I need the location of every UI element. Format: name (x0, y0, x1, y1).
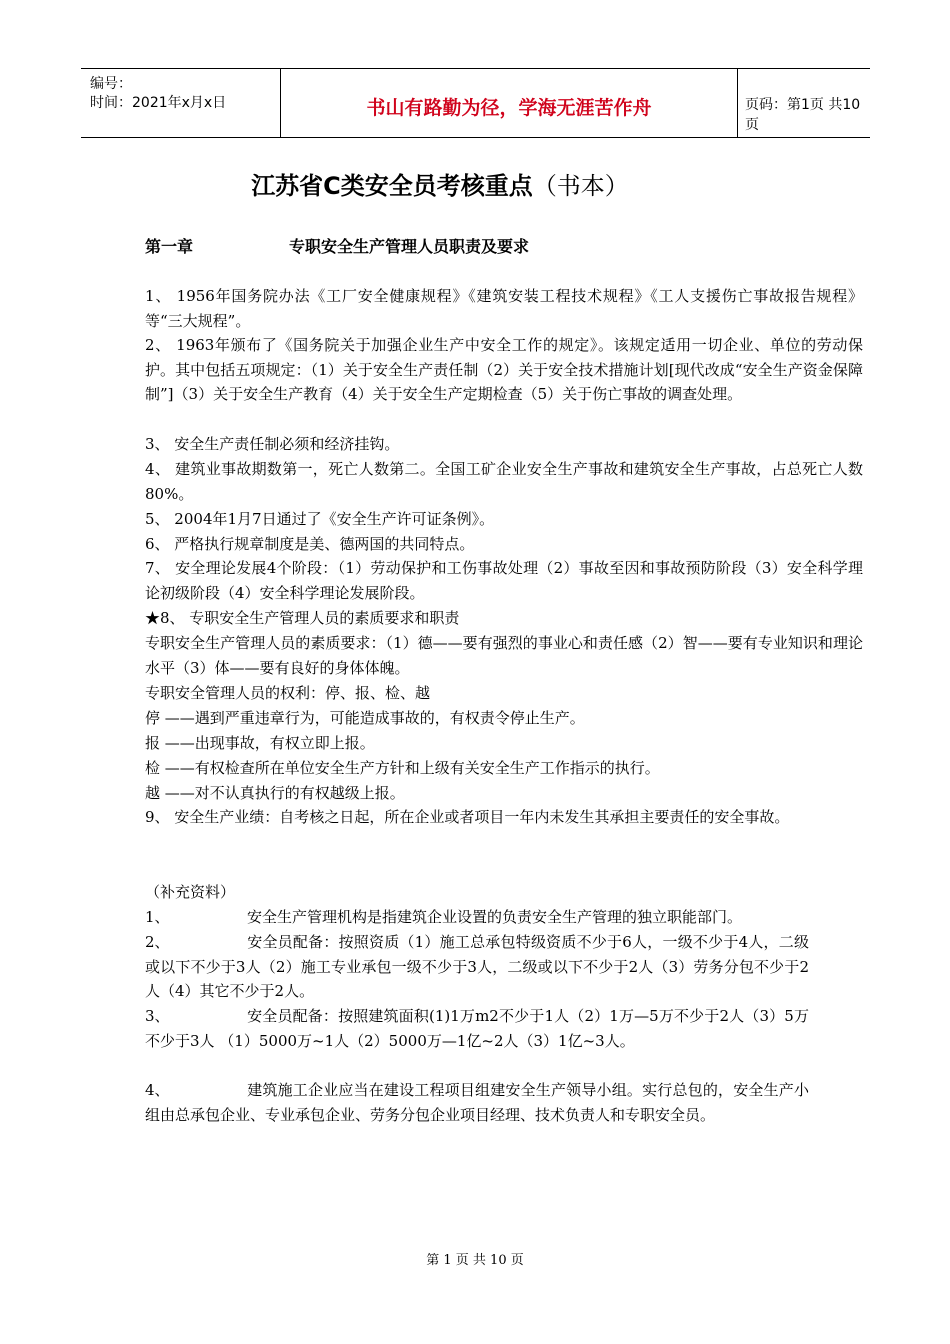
right-report: 报 ——出现事故，有权立即上报。 (145, 734, 375, 752)
header-page-cell (737, 69, 870, 137)
supplement-item-number: 1、 (145, 908, 170, 926)
right-inspect: 检 ——有权检查所在单位安全生产方针和上级有关安全生产工作指示的执行。 (145, 759, 660, 777)
right-stop: 停 ——遇到严重违章行为，可能造成事故的，有权责令停止生产。 (145, 709, 585, 727)
time-label: 时间：2021年x月x日 (90, 95, 227, 111)
supplement-item-number: 2、 (145, 933, 170, 951)
item-7: 7、 安全理论发展4个阶段：（1）劳动保护和工伤事故处理（2）事故至因和事故预防阶段（3）安全科学理论初级阶段（4）安全科学理论发展阶段。 (145, 559, 863, 602)
supplement-item-2 (145, 930, 809, 1004)
supplement-item-text: 安全员配备：按照建筑面积(1)1万m2不少于1人（2）1万—5万不少于2人（3）5万不少于3人 （1）5000万~1人（2）5000万—1亿~2人（3）1亿~3人。 (145, 1007, 809, 1050)
chapter-name: 专职安全生产管理人员职责及要求 (289, 237, 530, 256)
title-paren: （书本） (532, 172, 629, 200)
chapter-heading (145, 234, 530, 257)
chapter-number: 第一章 (145, 237, 194, 256)
item-6: 6、 严格执行规章制度是美、德两国的共同特点。 (145, 535, 475, 553)
item-5: 5、 2004年1月7日通过了《安全生产许可证条例》。 (145, 510, 495, 528)
item-8-quality: 专职安全生产管理人员的素质要求：（1）德——要有强烈的事业心和责任感（2）智——要有专业知识和理论水平（3）体——要有良好的身体体魄。 (145, 634, 863, 677)
header-info-cell (81, 69, 280, 137)
right-escalate: 越 ——对不认真执行的有权越级上报。 (145, 784, 405, 802)
supplement-item-3 (145, 1004, 809, 1053)
supplement-item-number: 3、 (145, 1007, 170, 1025)
document-header (81, 68, 870, 138)
title-main: 江苏省C类安全员考核重点 (251, 172, 533, 200)
item-3: 3、 安全生产责任制必须和经济挂钩。 (145, 435, 400, 453)
supplement-item-number: 4、 (145, 1081, 170, 1099)
supplement-item-text: 建筑施工企业应当在建设工程项目组建安全生产领导小组。实行总包的，安全生产小组由总承包企业、专业承包企业、劳务分包企业项目经理、技术负责人和专职安全员。 (145, 1081, 809, 1124)
page-footer: 第 1 页 共 10 页 (426, 1253, 524, 1268)
item-9: 9、 安全生产业绩：自考核之日起，所在企业或者项目一年内未发生其承担主要责任的安全事故。 (145, 808, 790, 826)
number-label: 编号： (90, 76, 132, 92)
page-info: 页码：第1页 共10页 (745, 97, 861, 133)
supplement-item-text: 安全生产管理机构是指建筑企业设置的负责安全生产管理的独立职能部门。 (247, 908, 743, 926)
page-title (0, 166, 880, 201)
item-4: 4、 建筑业事故期数第一，死亡人数第二。全国工矿企业安全生产事故和建筑安全生产事故，占总死亡人数80%。 (145, 460, 863, 503)
supplement-item-text: 安全员配备：按照资质（1）施工总承包特级资质不少于6人，一级不少于4人，二级或以下不少于3人（2）施工专业承包一级不少于3人，二级或以下不少于2人（3）劳务分包不少于2人（4）其它不少于2人。 (145, 933, 809, 1001)
item-8: ★8、 专职安全生产管理人员的素质要求和职责 (145, 609, 460, 627)
supplement-heading: （补充资料） (145, 883, 236, 901)
item-8-rights: 专职安全管理人员的权利：停、报、检、越 (145, 684, 431, 702)
item-1: 1、 1956年国务院办法《工厂安全健康规程》《建筑安装工程技术规程》《工人支援伤亡事故报告规程》等“三大规程”。 (145, 287, 863, 330)
item-2: 2、 1963年颁布了《国务院关于加强企业生产中安全工作的规定》。该规定适用一切企业、单位的劳动保护。其中包括五项规定：（1）关于安全生产责任制（2）关于安全技术措施计划[现代改成“安全生产资金保障制”]（3）关于安全生产教育（4）关于安全生产定期检查（5）关于伤亡事故的调查处理。 (145, 336, 863, 404)
supplement-item-1 (145, 905, 809, 930)
motto-text: 书山有路勤为径，学海无涯苦作舟 (366, 97, 652, 119)
supplement-item-4 (145, 1078, 809, 1127)
header-motto-cell (280, 69, 738, 137)
